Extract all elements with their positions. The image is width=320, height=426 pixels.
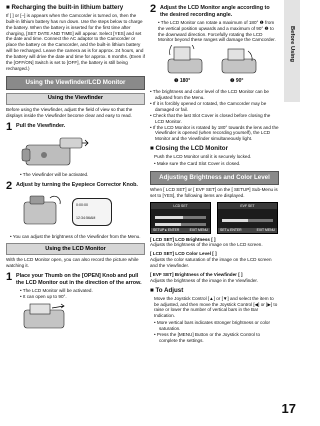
right-column <box>150 4 279 344</box>
lcd-bullet-3: • Check that the last Slot Cover is closed before closing the LCD Monitor. <box>150 112 271 124</box>
to-adjust-3: • Press the [MENU] Button or the Joystick Control to complete the settings. <box>154 331 261 343</box>
lcd-step-1: 1 Place your Thumb on the [OPEN] Knob and pull the LCD Monitor out in the direction of the arrow. <box>6 271 142 286</box>
eyepiece-knob-illustration <box>20 194 145 232</box>
closing-heading: ■ Closing the LCD Monitor <box>150 145 228 153</box>
left-column <box>6 4 145 336</box>
recharge-heading: ■ Recharging the built-in lithium battery <box>6 4 124 11</box>
angle-label-180: ❶ 180° <box>174 78 191 85</box>
viewfinder-title: Using the Viewfinder <box>6 93 145 105</box>
viewfinder-step-2: 2 Adjust by turning the Eyepiece Corrector Knob. <box>6 180 138 193</box>
lcd-open-illustration <box>20 302 145 334</box>
evf-brightness-bar <box>222 219 273 222</box>
angle-label-90: ❷ 90° <box>230 78 244 85</box>
adjust-intro: When [ LCD SET] or [ EVF SET] on the [ SETUP] Sub-Menu is set to [YES], the following items are displayed. <box>150 186 278 198</box>
viewfinder-step-1-note: • The Viewfinder will be activated. <box>20 172 89 178</box>
lcd-brightness-title: [ LCD SET] LCD Brightness [ ] <box>150 236 216 242</box>
evf-set-screen: EVF SET SET ▸ ENTER EXIT MENU <box>217 202 278 234</box>
lcd-angle-illustration <box>160 45 279 87</box>
viewfinder-intro: Before using the Viewfinder, adjust the field of view so that the displays inside the Viewfinder become clear and easy to read. <box>6 106 133 118</box>
to-adjust-heading: ■ To Adjust <box>150 286 184 294</box>
lcd-angle-note: • The LCD Monitor can rotate a maximum of 180° ❶ from the vertical position upwards and a maximum of 90° ❷ to the downward direction. Forcefully rotating the LCD Monitor beyond these ranges will damage the Camcorder. <box>158 19 276 43</box>
closing-note: • Make sure the Card Slot Cover is closed. <box>154 161 241 166</box>
evf-brightness-title: [ EVF SET] Brightness of the Viewfinder [ ] <box>150 271 243 277</box>
viewfinder-step-1: 1 Pull the Viewfinder. <box>6 120 66 133</box>
to-adjust-1: Move the Joystick Control [▲] or [▼] and select the item to be adjusted, and then move the Joystick Control [◀] or [▶] to raise or lower the number of vertical bars in the Bar Indication. <box>154 295 278 319</box>
viewfinder-display: 0:00:00 12:34:56AM <box>72 198 112 226</box>
lcd-title: Using the LCD Monitor <box>6 243 145 255</box>
to-adjust-2: • More vertical bars indicates stronger brightness or color saturation. <box>154 320 270 331</box>
adjust-title: Adjusting Brightness and Color Level <box>150 171 279 185</box>
page-number: 17 <box>281 401 296 417</box>
camcorder-viewfinder-illustration <box>20 135 145 171</box>
lcd-intro: With the LCD Monitor open, you can also record the picture while watching it. <box>6 257 139 269</box>
lcd-bullet-4: • If the LCD Monitor is rotated by 180° towards the lens and the Viewfinder is opened (when recording yourself), the LCD Monitor and the Viewfinder simultaneously light. <box>150 124 279 142</box>
lcd-color-body: Adjusts the color saturation of the image on the LCD screen and the Viewfinder. <box>150 257 272 269</box>
lcd-bullet-2: • If it is forcibly opened or rotated, the Camcorder may be damaged or fail. <box>150 101 267 112</box>
lcd-step-1-note-1: • The LCD Monitor will be activated. <box>20 287 93 293</box>
menu-screens <box>150 202 279 234</box>
lcd-step-1-note-2: • It can open up to 90°. <box>20 293 67 299</box>
lcd-color-bar <box>155 223 206 226</box>
evf-brightness-body: Adjusts the brightness of the image in the Viewfinder. <box>150 277 258 283</box>
side-tab: Before Using <box>284 0 300 102</box>
closing-body: Push the LCD Monitor until it is securely locked. <box>154 154 252 160</box>
lcd-brightness-bar <box>155 216 206 219</box>
recharge-body: If [ ] or [–] is appears when the Camcorder is turned on, then the built-in lithium battery has run down. Use the steps below to charge the battery. When the battery is inserted for the first time after charging, [SET DATE AND TIME] will appear. Select [YES] and set the date and time. Connect the AC adaptor to the Camcorder or place the battery on the Camcorder, and the built-in lithium battery will be recharged. Leave the camera as is for approx. 24 hours, and the battery will drive the date and time for approx. 6 months. (Even if the [OFF/ON] Switch is set to [OFF], the battery is still being recharged.) <box>6 12 145 71</box>
lcd-color-title: [ LCD SET] LCD Color Level [ ] <box>150 251 217 257</box>
section-title: Using the Viewfinder/LCD Monitor <box>6 76 145 90</box>
lcd-step-2: 2 Adjust the LCD Monitor angle according to the desired recording angle. <box>150 3 270 18</box>
lcd-brightness-body: Adjusts the brightness of the image on the LCD screen. <box>150 242 263 248</box>
lcd-bullet-1: • The brightness and color level of the LCD Monitor can be adjusted from the Menu. <box>150 89 269 101</box>
lcd-set-screen: LCD SET SETUP ▸ ENTER EXIT MENU <box>150 202 211 234</box>
viewfinder-menu-note: • You can adjust the brightness of the Viewfinder from the Menu. <box>10 234 141 240</box>
